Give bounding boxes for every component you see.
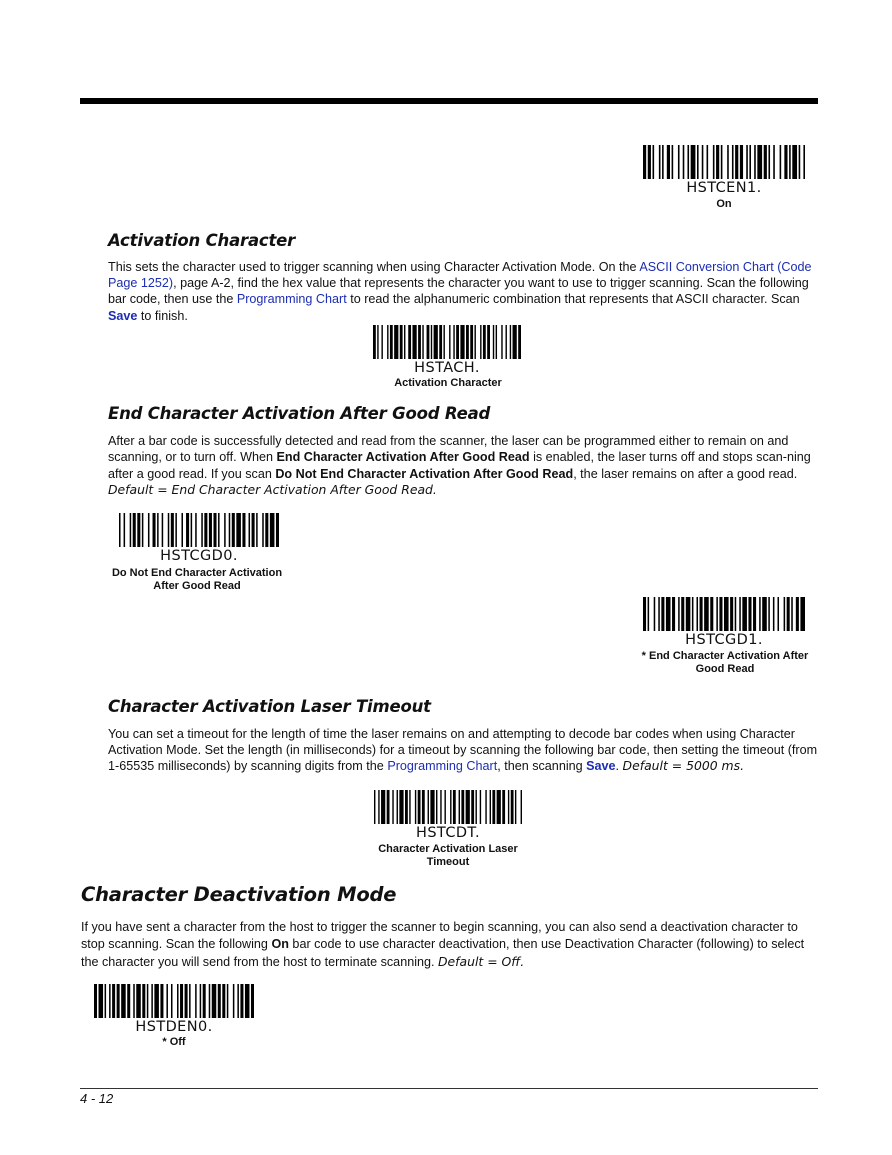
barcode-bar — [204, 513, 207, 547]
barcode-bar — [740, 145, 743, 179]
barcode-bar — [240, 984, 243, 1018]
barcode-bar — [492, 790, 495, 824]
barcode-bar — [707, 145, 709, 179]
barcode-bar — [387, 790, 390, 824]
programming-chart-link[interactable]: Programming Chart — [387, 759, 498, 774]
barcode-bar — [236, 513, 241, 547]
barcode-code: HSTCDT. — [416, 825, 480, 841]
barcode-bar — [687, 145, 689, 179]
barcode-bar — [658, 597, 660, 631]
barcode-bar — [439, 325, 442, 359]
barcode-bar — [137, 513, 140, 547]
barcode-bar — [171, 984, 173, 1018]
barcode-bar — [387, 325, 388, 359]
barcode-bar — [209, 984, 211, 1018]
programming-chart-link[interactable]: Programming Chart — [236, 292, 347, 307]
barcode-bar — [803, 145, 805, 179]
barcode-bar — [730, 597, 733, 631]
barcode-caption: * Off — [162, 1036, 186, 1048]
barcode-bar — [127, 984, 130, 1018]
barcode-bar — [643, 597, 646, 631]
barcode-bar — [175, 513, 177, 547]
barcode-bar — [518, 325, 521, 359]
barcode-bar — [796, 597, 799, 631]
barcode-bar — [276, 513, 279, 547]
barcode-bar — [713, 145, 715, 179]
barcode-bar — [105, 984, 107, 1018]
barcode-bar — [735, 597, 737, 631]
barcode-bar — [252, 513, 255, 547]
barcode-bar — [490, 790, 491, 824]
barcode-bar — [759, 597, 761, 631]
barcode-bar — [799, 145, 801, 179]
barcode-bar — [390, 325, 393, 359]
activation-paragraph: This sets the character used to trigger scanning when using Character Activation Mode. On the ASCII Conversion Chart (Code Page 1252), page A-2, find the hex value that represents the character you want to use to trigger scanning. Scan the following bar code, then use the Programming Chart to read the alphanumeric combination that represents that ASCII character. Scan Save to finish. — [108, 260, 812, 323]
barcode-bar — [757, 145, 762, 179]
barcode-bar — [233, 984, 235, 1018]
barcode-bar — [654, 597, 656, 631]
barcode-bar — [160, 984, 163, 1018]
section-heading: Activation Character — [108, 231, 296, 250]
barcode-bar — [643, 145, 646, 179]
barcode-bar — [653, 145, 655, 179]
barcode-bar — [440, 790, 441, 824]
barcode-bar — [168, 513, 170, 547]
barcode-bar — [256, 513, 258, 547]
barcode-bar — [117, 984, 120, 1018]
barcode-bar — [262, 513, 264, 547]
barcode-bar — [716, 597, 718, 631]
barcode-bar — [453, 790, 456, 824]
barcode-bar — [195, 513, 197, 547]
barcode-bar — [672, 597, 675, 631]
barcode-bar — [381, 325, 382, 359]
barcode-bar — [727, 145, 729, 179]
barcode-bar — [768, 145, 770, 179]
barcode-bar — [754, 145, 756, 179]
barcode-bar — [232, 513, 235, 547]
barcode-bar — [112, 984, 115, 1018]
barcode-bar — [753, 597, 756, 631]
barcode-bars — [643, 597, 805, 631]
barcode-bar — [443, 325, 444, 359]
barcode-bar — [493, 325, 494, 359]
barcode-bar — [245, 984, 250, 1018]
barcode-bar — [502, 790, 505, 824]
barcode-bar — [513, 325, 517, 359]
barcode-bar — [787, 597, 790, 631]
barcode-caption: Do Not End Character Activation After Good Read — [111, 567, 283, 592]
barcode-code: HSTCGD1. — [685, 632, 763, 648]
barcode-bar — [773, 145, 775, 179]
barcode-bar — [157, 513, 159, 547]
barcode-bar — [218, 984, 221, 1018]
barcode-bar — [430, 790, 434, 824]
barcode-bar — [431, 325, 432, 359]
section-heading: End Character Activation After Good Read — [108, 404, 491, 423]
barcode-bar — [394, 325, 398, 359]
barcode-bar — [702, 145, 704, 179]
barcode-bar — [681, 597, 684, 631]
barcode-bar — [666, 597, 671, 631]
barcode-bar — [151, 984, 153, 1018]
barcode-caption: * End Character Activation After Good Read — [641, 650, 809, 675]
barcode-bar — [496, 325, 497, 359]
save-link[interactable]: Save — [108, 308, 138, 323]
barcode-off — [94, 984, 254, 1035]
barcode-bar — [195, 984, 197, 1018]
barcode-bar — [422, 790, 425, 824]
barcode-code: HSTACH. — [414, 360, 480, 376]
ascii-chart-link[interactable]: ASCII Conversion Chart (Code Page 1252) — [108, 260, 812, 291]
barcode-bar — [459, 790, 460, 824]
barcode-bar — [136, 984, 141, 1018]
barcode-code: HSTDEN0. — [135, 1019, 213, 1035]
barcode-bar — [748, 597, 751, 631]
barcode-bar — [704, 597, 709, 631]
barcode-bar — [648, 597, 650, 631]
barcode-bar — [147, 984, 149, 1018]
barcode-bar — [270, 513, 275, 547]
barcode-bar — [506, 325, 507, 359]
barcode-bar — [444, 790, 445, 824]
barcode-bar — [415, 790, 416, 824]
timeout-paragraph: You can set a timeout for the length of time the laser remains on and attempting to decode bar codes when using Character Activation Mode. Set the length (in milliseconds) for a timeout by scanning the following bar code, then setting the timeout (from 1-65535 milliseconds) by scanning digits from the Programming Chart, then scanning Save. Default = 5000 ms. — [108, 727, 818, 774]
barcode-bar — [229, 513, 231, 547]
barcode-bar — [209, 513, 212, 547]
barcode-bar — [696, 597, 698, 631]
barcode-bar — [501, 325, 502, 359]
barcode-on — [643, 145, 805, 196]
barcode-bar — [453, 325, 454, 359]
barcode-bars — [643, 145, 805, 179]
barcode-bars — [373, 325, 521, 359]
barcode-bar — [200, 984, 202, 1018]
barcode-bar — [686, 597, 691, 631]
barcode-bar — [133, 984, 135, 1018]
barcode-bar — [474, 325, 475, 359]
barcode-bar — [719, 597, 722, 631]
barcode-bar — [800, 597, 805, 631]
barcode-bar — [780, 145, 782, 179]
barcode-bar — [180, 984, 183, 1018]
barcode-bar — [189, 984, 191, 1018]
barcode-bar — [99, 984, 104, 1018]
barcode-bar — [784, 145, 787, 179]
barcode-end-after-good-read — [643, 597, 805, 648]
barcode-bar — [162, 513, 164, 547]
barcode-bar — [242, 513, 245, 547]
barcode-bar — [400, 325, 403, 359]
barcode-bar — [224, 513, 226, 547]
barcode-bar — [404, 325, 405, 359]
barcode-bar — [422, 325, 423, 359]
barcode-bar — [377, 325, 378, 359]
barcode-bar — [466, 325, 469, 359]
barcode-bar — [434, 325, 438, 359]
barcode-bar — [251, 984, 254, 1018]
barcode-activation-character — [373, 325, 521, 376]
barcode-bar — [724, 597, 729, 631]
barcode-bar — [201, 513, 203, 547]
barcode-bar — [683, 145, 685, 179]
barcode-bar — [791, 597, 793, 631]
header-rule — [80, 98, 818, 104]
barcode-bar — [392, 790, 393, 824]
barcode-bar — [203, 984, 206, 1018]
section-heading: Character Deactivation Mode — [81, 883, 397, 906]
barcode-bar — [678, 597, 680, 631]
barcode-bar — [213, 513, 216, 547]
barcode-bar — [181, 513, 183, 547]
section-heading: Character Activation Laser Timeout — [108, 697, 431, 716]
barcode-bar — [408, 325, 411, 359]
barcode-do-not-end — [119, 513, 279, 564]
barcode-bar — [480, 325, 481, 359]
barcode-bar — [191, 513, 193, 547]
barcode-bar — [716, 145, 719, 179]
barcode-bar — [487, 325, 490, 359]
barcode-bars — [374, 790, 522, 824]
barcode-bars — [119, 513, 279, 547]
barcode-bar — [218, 513, 220, 547]
save-link[interactable]: Save — [586, 759, 616, 774]
barcode-bar — [418, 790, 421, 824]
barcode-bar — [764, 145, 767, 179]
barcode-laser-timeout — [374, 790, 522, 841]
barcode-bars — [94, 984, 254, 1018]
barcode-bar — [483, 325, 486, 359]
barcode-bar — [397, 790, 398, 824]
barcode-bar — [508, 790, 509, 824]
barcode-bar — [789, 145, 791, 179]
barcode-bar — [510, 325, 511, 359]
barcode-bar — [212, 984, 217, 1018]
barcode-caption: Activation Character — [394, 377, 502, 389]
barcode-bar — [659, 145, 661, 179]
barcode-bar — [521, 790, 522, 824]
barcode-bar — [450, 790, 451, 824]
barcode-bar — [470, 325, 473, 359]
barcode-bar — [418, 325, 421, 359]
barcode-bar — [153, 513, 156, 547]
barcode-bar — [475, 790, 476, 824]
barcode-bar — [142, 513, 144, 547]
barcode-bar — [485, 790, 486, 824]
barcode-bar — [171, 513, 174, 547]
footer-rule — [80, 1088, 818, 1089]
barcode-bar — [186, 513, 189, 547]
barcode-bar — [697, 145, 699, 179]
barcode-bar — [768, 597, 770, 631]
barcode-bar — [773, 597, 775, 631]
barcode-bar — [428, 790, 429, 824]
barcode-bar — [124, 513, 126, 547]
barcode-bar — [133, 513, 136, 547]
barcode-bar — [265, 513, 268, 547]
barcode-bar — [154, 984, 159, 1018]
barcode-bar — [222, 984, 225, 1018]
barcode-bar — [732, 145, 734, 179]
barcode-bar — [373, 325, 376, 359]
barcode-bar — [648, 145, 651, 179]
barcode-bar — [148, 513, 150, 547]
barcode-bar — [109, 984, 111, 1018]
barcode-bar — [739, 597, 741, 631]
barcode-bar — [119, 513, 121, 547]
barcode-bar — [412, 325, 416, 359]
barcode-bar — [471, 790, 474, 824]
barcode-bar — [480, 790, 481, 824]
barcode-bar — [497, 790, 501, 824]
barcode-bar — [427, 325, 430, 359]
barcode-bar — [374, 790, 375, 824]
barcode-code: HSTCEN1. — [686, 180, 762, 196]
deactivation-paragraph: If you have sent a character from the host to trigger the scanner to begin scanning, you can also send a deactivation character to stop scanning. Scan the following On bar code to use character deactivation, then use Deactivation Character (following) to select the character you will send from the host to terminate scanning. Default = Off. — [81, 920, 805, 969]
barcode-bar — [721, 145, 723, 179]
barcode-bar — [746, 145, 748, 179]
barcode-bar — [710, 597, 713, 631]
barcode-bar — [409, 790, 410, 824]
barcode-bar — [692, 597, 694, 631]
barcode-bar — [672, 145, 674, 179]
barcode-bar — [735, 145, 738, 179]
barcode-bar — [749, 145, 751, 179]
barcode-bar — [378, 790, 379, 824]
barcode-bar — [742, 597, 747, 631]
barcode-bar — [784, 597, 786, 631]
barcode-caption: On — [716, 198, 732, 210]
barcode-bar — [399, 790, 403, 824]
barcode-bar — [667, 145, 670, 179]
barcode-bar — [381, 790, 385, 824]
barcode-bar — [460, 325, 464, 359]
barcode-bar — [142, 984, 145, 1018]
barcode-bar — [762, 597, 767, 631]
barcode-bar — [177, 984, 179, 1018]
barcode-bar — [94, 984, 97, 1018]
page-number: 4 - 12 — [80, 1091, 114, 1106]
barcode-bar — [185, 984, 188, 1018]
barcode-bar — [678, 145, 680, 179]
barcode-bar — [130, 513, 132, 547]
barcode-bar — [662, 145, 664, 179]
barcode-bar — [249, 513, 251, 547]
barcode-bar — [466, 790, 470, 824]
barcode-bar — [661, 597, 664, 631]
barcode-bar — [792, 145, 797, 179]
barcode-bar — [237, 984, 239, 1018]
barcode-bar — [436, 790, 437, 824]
barcode-bar — [227, 984, 229, 1018]
barcode-bar — [166, 984, 168, 1018]
barcode-bar — [515, 790, 516, 824]
barcode-bar — [691, 145, 696, 179]
barcode-bar — [405, 790, 408, 824]
barcode-bar — [777, 597, 779, 631]
barcode-bar — [456, 325, 459, 359]
end-char-paragraph: After a bar code is successfully detected and read from the scanner, the laser can be programmed either to remain on and scanning, or to turn off. When End Character Activation After Good Read is enabled, the laser turns off and stops scan-ning after a good read. If you scan Do Not End Character Activation After Good Read, the laser remains on after a good read. Default = End Character Activation After Good Read. — [108, 434, 811, 498]
barcode-bar — [511, 790, 514, 824]
barcode-bar — [461, 790, 464, 824]
barcode-caption: Character Activation Laser Timeout — [378, 843, 518, 868]
barcode-bar — [121, 984, 126, 1018]
barcode-bar — [700, 597, 703, 631]
barcode-bar — [449, 325, 450, 359]
barcode-code: HSTCGD0. — [160, 548, 238, 564]
